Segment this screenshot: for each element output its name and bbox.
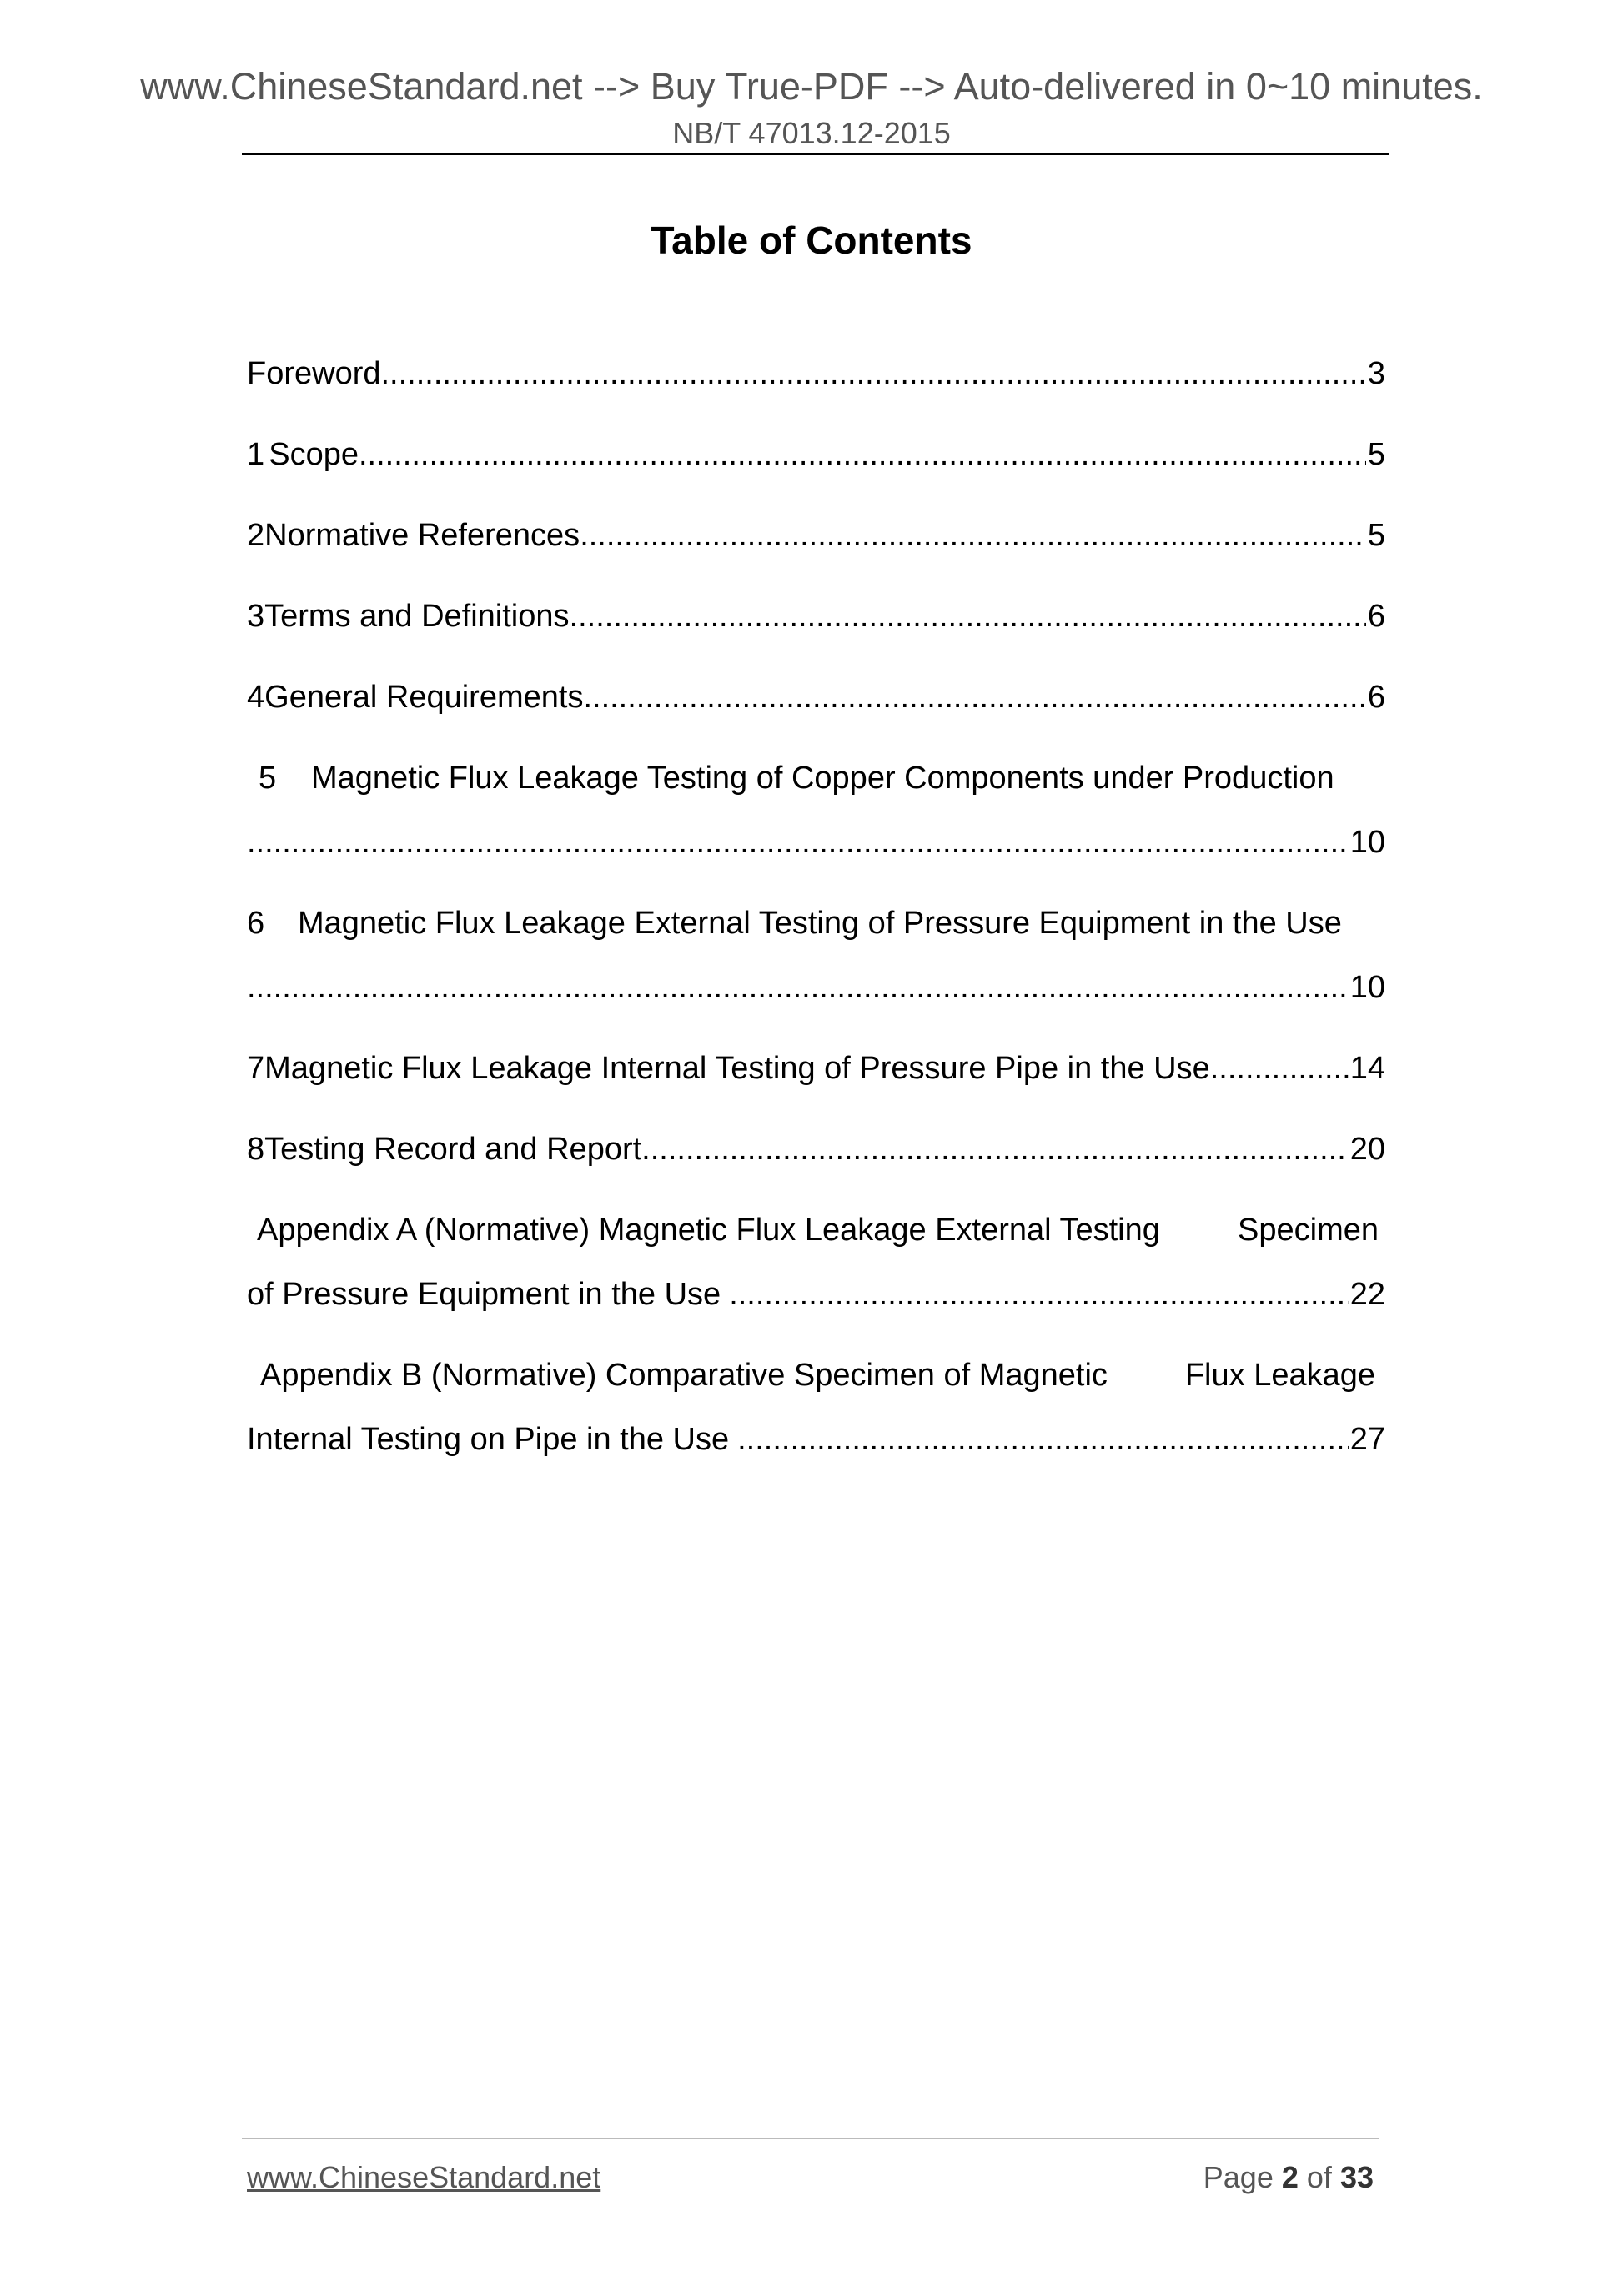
toc-entry-label: Foreword: [247, 356, 381, 391]
toc-entry-foreword[interactable]: [247, 351, 1385, 396]
toc-leader: [1210, 1046, 1349, 1091]
page-title: Table of Contents: [651, 219, 972, 262]
toc-entry-number: 5: [259, 761, 277, 796]
toc-entry-page: 14: [1349, 1051, 1385, 1086]
toc-entry-number: 1: [247, 437, 265, 472]
toc-entry-number: 6: [247, 906, 265, 941]
toc-leader: [570, 594, 1366, 639]
total-pages: 33: [1339, 2160, 1374, 2194]
toc-entry-page: 6: [1367, 680, 1385, 715]
header-divider: [242, 153, 1389, 155]
toc-entry-label: Normative References: [264, 518, 580, 553]
toc-leader: [247, 965, 1349, 1010]
toc-entry-scope[interactable]: [247, 432, 1385, 477]
toc-entry-copper-components[interactable]: [247, 756, 1385, 801]
toc-entry-label: Magnetic Flux Leakage Testing of Copper Components under Production: [311, 761, 1334, 796]
toc-entry-page: 6: [1367, 599, 1385, 634]
toc-entry-number: 8: [247, 1132, 265, 1167]
toc-entry-label: Magnetic Flux Leakage External Testing of Pressure Equipment in the Use: [298, 906, 1342, 941]
toc-entry-internal-testing[interactable]: [247, 1046, 1385, 1091]
toc-entry-record-report[interactable]: [247, 1127, 1385, 1172]
toc-leader: [580, 513, 1366, 558]
page-prefix: Page: [1203, 2160, 1274, 2194]
document-number: NB/T 47013.12-2015: [672, 116, 951, 150]
toc-entry-label: Appendix A (Normative) Magnetic Flux Leakage External Testing: [257, 1213, 1160, 1248]
current-page: 2: [1281, 2160, 1299, 2194]
toc-entry-appendix-b[interactable]: [247, 1353, 1385, 1398]
toc-entry-general-requirements[interactable]: [247, 675, 1385, 720]
toc-entry-terms-definitions[interactable]: [247, 594, 1385, 639]
toc-entry-label: Terms and Definitions: [264, 599, 570, 634]
toc-entry-number: 4: [247, 680, 265, 715]
page-of: of: [1306, 2160, 1332, 2194]
toc-leader: [381, 351, 1366, 396]
toc-entry-page: 22: [1349, 1277, 1385, 1312]
toc-entry-label-tail: Specimen: [1238, 1213, 1379, 1248]
toc-entry-label: Appendix B (Normative) Comparative Specimen of Magnetic: [260, 1358, 1108, 1393]
toc-leader: [583, 675, 1365, 720]
footer-website-link[interactable]: www.ChineseStandard.net: [247, 2160, 601, 2194]
toc-entry-number: 2: [247, 518, 265, 553]
toc-entry-external-testing[interactable]: [247, 901, 1385, 946]
toc-entry-label: Testing Record and Report: [264, 1132, 642, 1167]
toc-entry-page: 3: [1367, 356, 1385, 391]
toc-leader: [729, 1272, 1349, 1317]
page-indicator: [1203, 2158, 1374, 2197]
toc-entry-label: General Requirements: [264, 680, 584, 715]
toc-entry-number: 7: [247, 1051, 265, 1086]
toc-entry-label: Magnetic Flux Leakage Internal Testing of Pressure Pipe in the Use: [264, 1051, 1210, 1086]
toc-entry-appendix-a-line2[interactable]: [247, 1272, 1385, 1317]
purchase-banner: www.ChineseStandard.net --> Buy True-PDF --> Auto-delivered in 0~10 minutes.: [140, 65, 1483, 108]
toc-entry-normative-references[interactable]: [247, 513, 1385, 558]
toc-leader: [247, 820, 1349, 865]
toc-entry-label-tail: Flux Leakage: [1184, 1358, 1375, 1393]
toc-entry-page: 20: [1349, 1132, 1385, 1167]
toc-entry-label: of Pressure Equipment in the Use: [247, 1277, 721, 1312]
footer-divider: [242, 2138, 1379, 2139]
toc-entry-label: Internal Testing on Pipe in the Use: [247, 1422, 730, 1457]
toc-leader: [641, 1127, 1349, 1172]
toc-entry-page: 10: [1349, 970, 1385, 1005]
toc-entry-label: Scope: [269, 437, 359, 472]
toc-entry-page: 5: [1367, 518, 1385, 553]
toc-entry-page: 5: [1367, 437, 1385, 472]
toc-leader: [737, 1417, 1349, 1462]
toc-entry-appendix-b-line2[interactable]: [247, 1417, 1385, 1462]
toc-entry-copper-components-leader[interactable]: [247, 820, 1385, 865]
toc-entry-page: 27: [1349, 1422, 1385, 1457]
toc-entry-appendix-a[interactable]: [247, 1208, 1385, 1253]
toc-entry-external-testing-leader[interactable]: [247, 965, 1385, 1010]
toc-entry-number: 3: [247, 599, 265, 634]
toc-entry-page: 10: [1349, 825, 1385, 860]
toc-leader: [359, 432, 1366, 477]
